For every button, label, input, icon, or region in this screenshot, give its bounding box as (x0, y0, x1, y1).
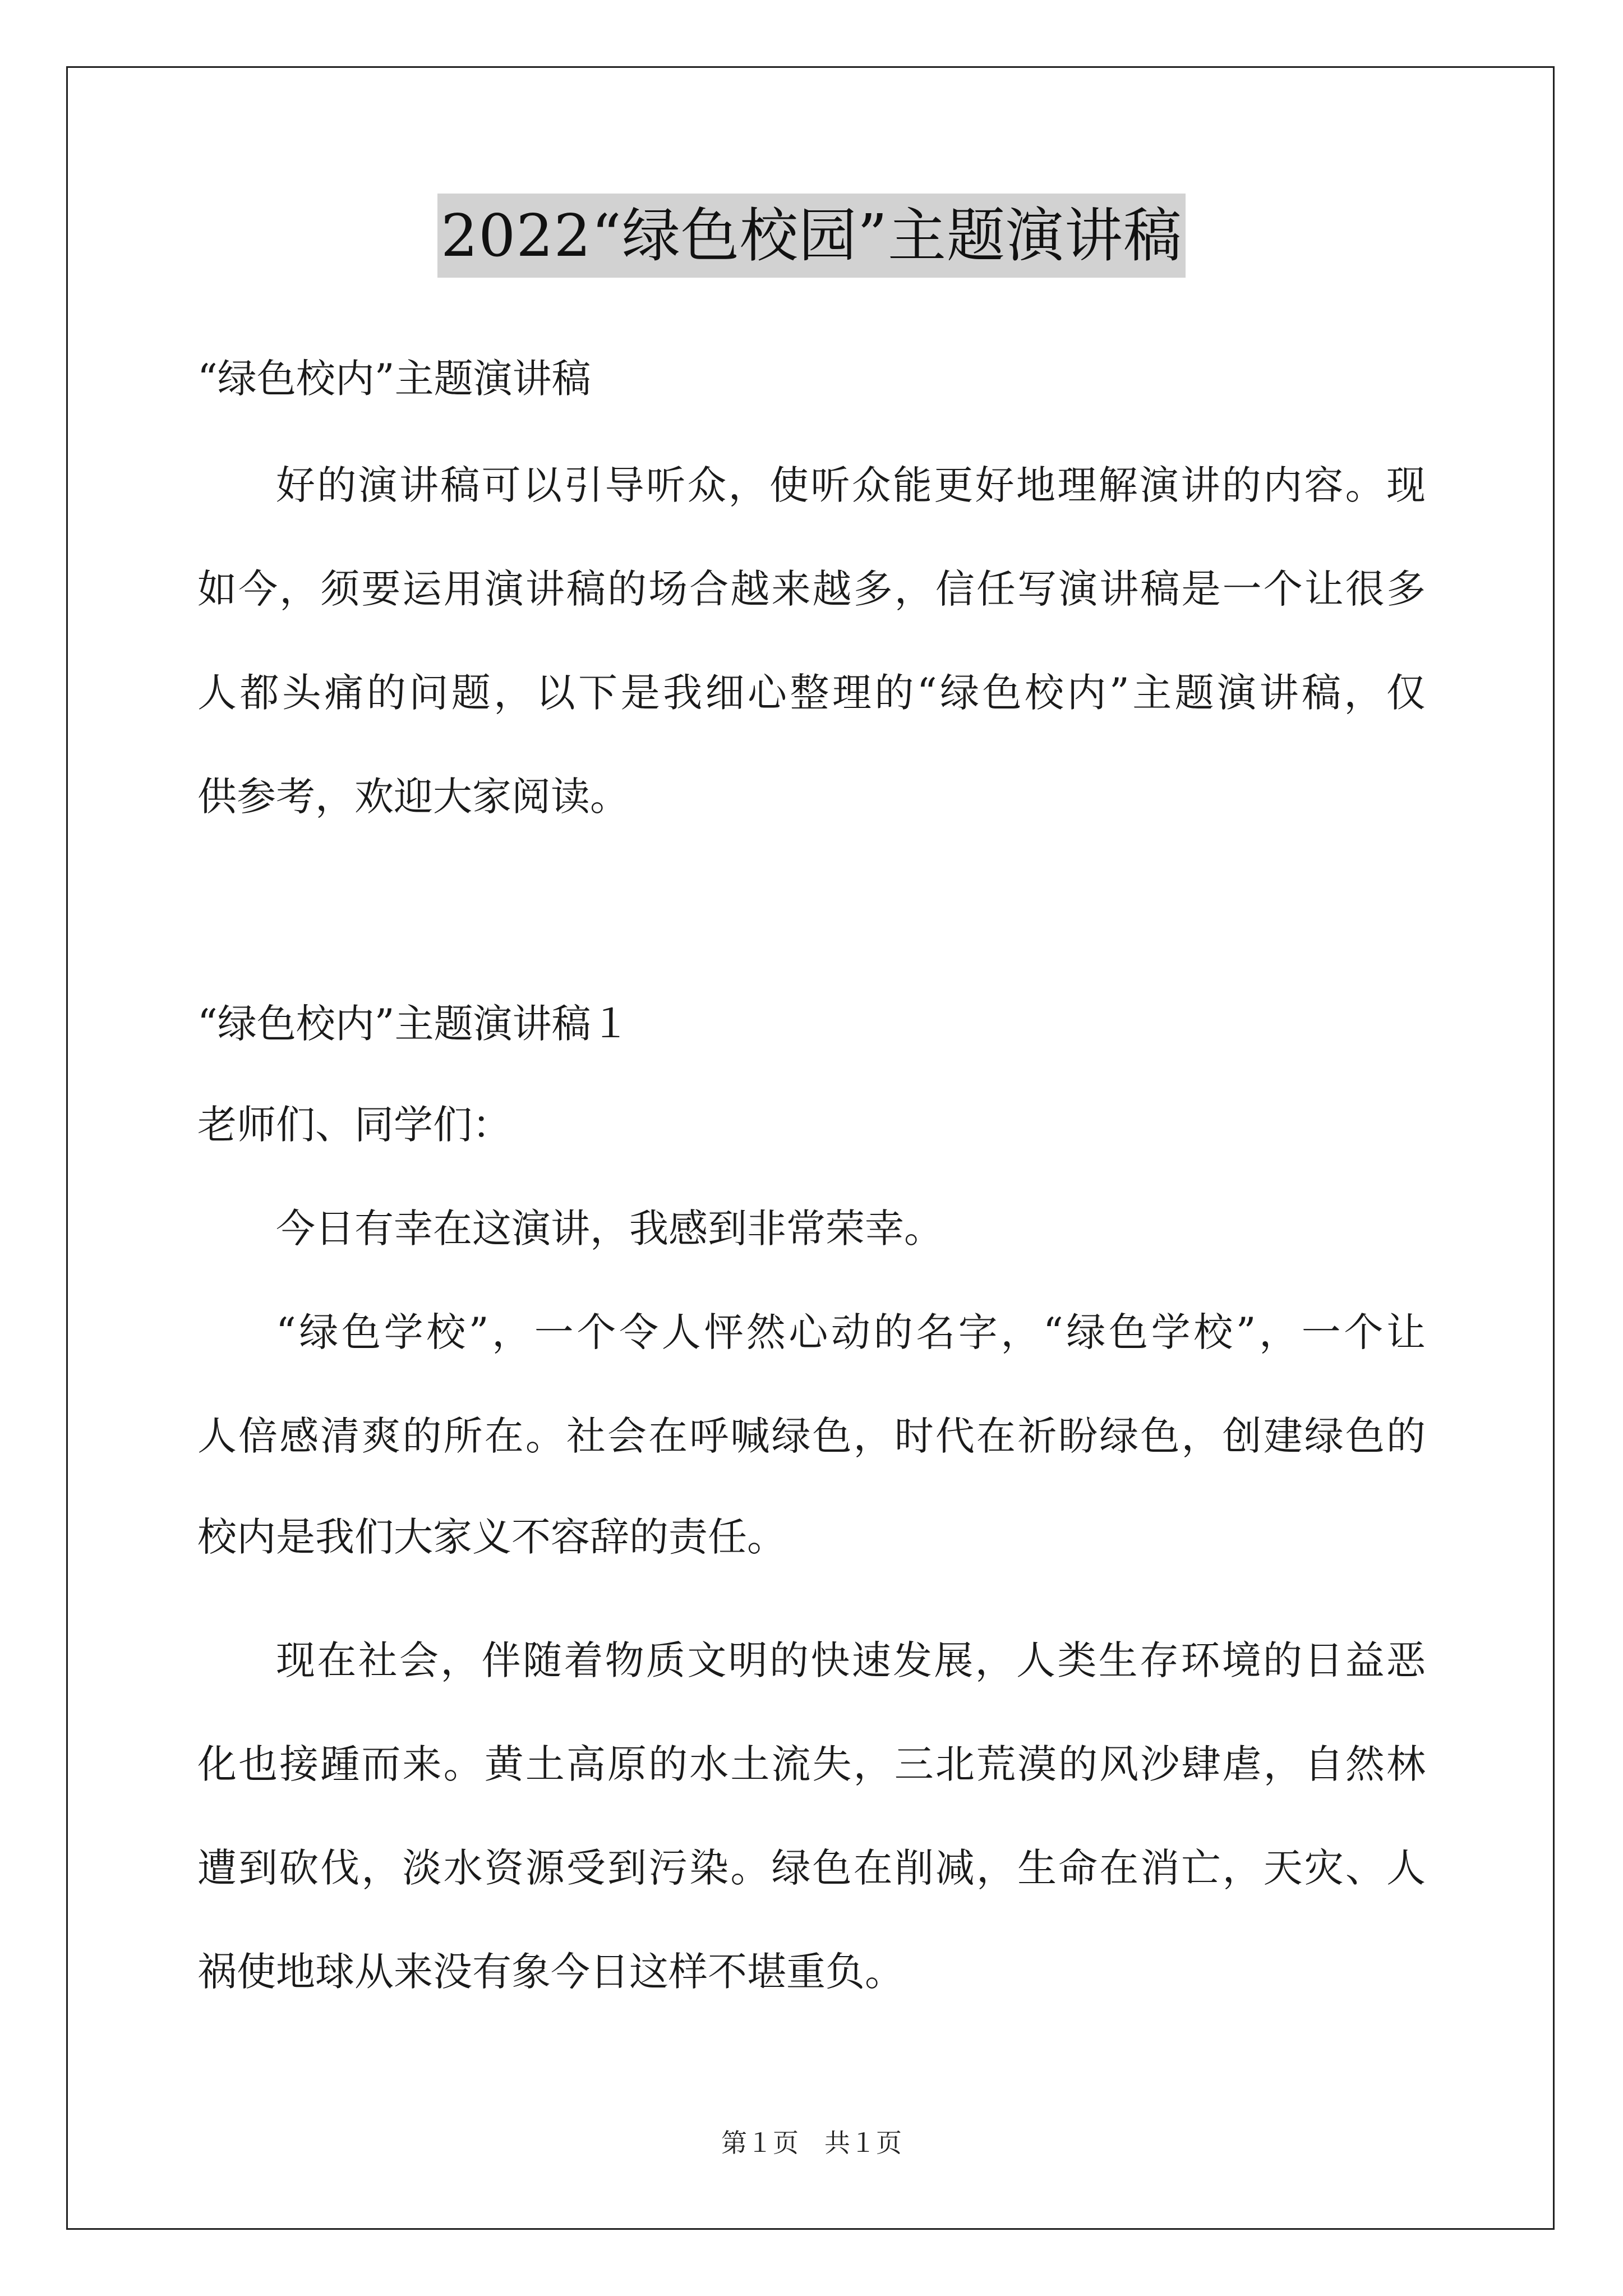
title-container (0, 194, 1623, 278)
salutation: 老师们、同学们： (197, 1102, 511, 1148)
intro-line: 人都头痛的问题，以下是我细心整理的“绿色校内”主题演讲稿，仅 (197, 670, 1426, 716)
paragraph-line: 今日有幸在这演讲，我感到非常荣幸。 (276, 1205, 943, 1251)
section-heading: “绿色校内”主题演讲稿１ (197, 1001, 630, 1047)
intro-line: 好的演讲稿可以引导听众，使听众能更好地理解演讲的内容。现 (276, 462, 1426, 508)
paragraph-line: 人倍感清爽的所在。社会在呼喊绿色，时代在祈盼绿色，创建绿色的 (197, 1413, 1426, 1459)
paragraph-line: 祸使地球从来没有象今日这样不堪重负。 (197, 1949, 904, 1995)
paragraph-line: 遭到砍伐，淡水资源受到污染。绿色在削减，生命在消亡，天灾、人 (197, 1845, 1426, 1891)
paragraph-line: 校内是我们大家义不容辞的责任。 (197, 1514, 786, 1560)
document-title: 2022“绿色校园”主题演讲稿 (437, 194, 1186, 278)
page-footer: 第１页 共１页 (721, 2128, 902, 2158)
paragraph-line: 化也接踵而来。黄土高原的水土流失，三北荒漠的风沙肆虐，自然林 (197, 1741, 1426, 1787)
subtitle: “绿色校内”主题演讲稿 (197, 356, 591, 402)
intro-line: 供参考，欢迎大家阅读。 (197, 774, 629, 820)
paragraph-line: 现在社会，伴随着物质文明的快速发展，人类生存环境的日益恶 (276, 1637, 1426, 1683)
intro-line: 如今，须要运用演讲稿的场合越来越多，信任写演讲稿是一个让很多 (197, 566, 1426, 612)
paragraph-line: “绿色学校”，一个令人怦然心动的名字，“绿色学校”，一个让 (276, 1309, 1426, 1355)
